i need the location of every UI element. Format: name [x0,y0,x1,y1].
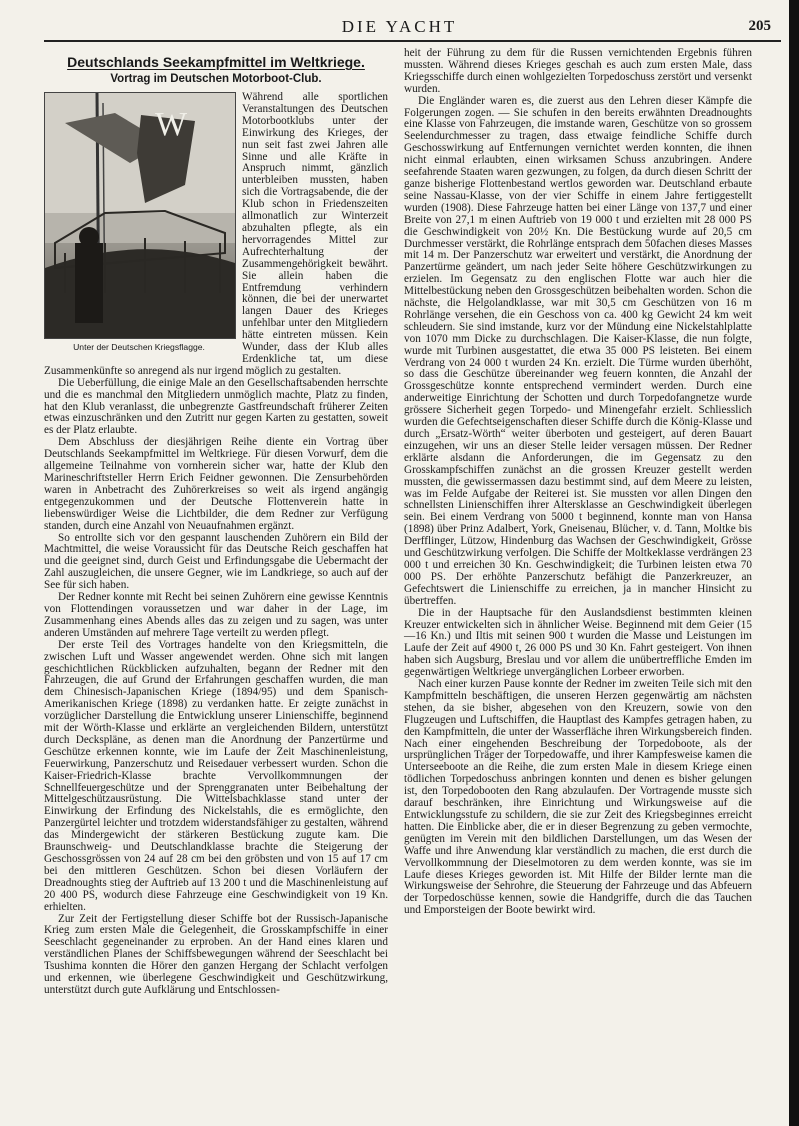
figure [44,92,234,352]
page-number: 205 [748,18,771,34]
paragraph: Zur Zeit der Fertigstellung dieser Schiffe bot der Russisch-Japanische Krieg zum ersten Male die Gelegenheit, die Grosskampfschiffe in einer Seeschlacht gegeneinander zu erproben. An der Hand eines klaren und verständlichen Planes der Schiffsbewegungen während der Seeschlacht bei Tsushima konnten die Hörer den ganzen Hergang der Schlacht verfolgen und erkennen, wie überlegene Geschwindigkeit und Geschützwirkung, unterstützt durch gute Aufklärung und Entschlossen- [44,912,388,996]
paragraph: Der Redner konnte mit Recht bei seinen Zuhörern eine gewisse Kenntnis von Flottendingen voraussetzen und war daher in der Lage, im Zusammenhang eines Abends alles das zu zeigen und zu sagen, was unter anderen Umständen auf mehrere Tage verteilt zu werden pflegt. [44,591,388,639]
running-title: DIE YACHT [341,17,458,36]
paragraph: Die Ueberfüllung, die einige Male an den Gesellschaftsabenden herrschte und die es manchmal den Mitgliedern unmöglich machte, Platz zu finden, hat den Klub veranlasst, die unbegrenzte Gastfreundschaft früherer Zeiten etwas einzuschränken und den Zutritt nur gegen Karten zu gestatten, soweit es der Platz erlaubte. [44,376,388,437]
paragraph: So entrollte sich vor den gespannt lauschenden Zuhörern ein Bild der Machtmittel, die weise Voraussicht für das Deutsche Reich geschaffen hat und die geeignet sind, durch Geist und Erfindungsgabe die Uebermacht der Zahl auszugleichen, die unsere Gegner, wie im Landkriege, so auch auf der See für sich haben. [44,531,388,592]
svg-text:W: W [155,106,188,143]
photo-illustration [45,93,235,338]
right-column [404,48,752,917]
left-column [44,48,388,997]
scan-edge [789,0,799,1126]
paragraph: Die in der Hauptsache für den Auslandsdienst bestimmten kleinen Kreuzer entwickelten sich in ähnlicher Weise. Beginnend mit dem Geier (15—16 Kn.) und Iltis mit seinen 900 t wurden die Masse und Leistungen im Laufe der Zeit auf 4900 t, 26 000 PS und 30 Kn. Fahrt gesteigert. Von ihnen haben sich Augsburg, Breslau und vor allem die unübertreffliche Emden im gegenwärtigen Weltkriege unvergänglichen Lorbeer erworben. [404,606,752,679]
article-title: Deutschlands Seekampfmittel im Weltkriege. [67,54,365,70]
figure-caption: Unter der Deutschen Kriegsflagge. [73,342,205,352]
running-head [0,14,799,38]
paragraph: Dem Abschluss der diesjährigen Reihe diente ein Vortrag über Deutschlands Seekampfmittel im Weltkriege. Für diesen Vorwurf, dem die allgemeine Teilnahme von vornherein sicher war, hatte der Klub den Marineschriftsteller Herrn Erich Feidner gewonnen. Die Zensurbehörden waren in Anbetracht des Zuhörerkreises so weit als irgend angängig entgegenzukommen und der Deutsche Flottenverein hatte in liebenswürdiger Weise die Lichtbilder, die dem Redner zur Verfügung standen, durch eine Anzahl von Neuaufnahmen ergänzt. [44,436,388,532]
header-rule [44,40,781,42]
paragraph: Die Engländer waren es, die zuerst aus den Lehren dieser Kämpfe die Folgerungen zogen. — Sie schufen in den bereits erwähnten Dreadnoughts eine Klasse von Fahrzeugen, die imstande waren, Geschütze von so grossem Seelendurchmesser zu tragen, dass etwaige feindliche Schiffe durch Geschosswirkung auf Entfernungen vernichtet werden konnten, die ihnen nicht einmal erlaubten, einen wirksamen Schuss anzubringen. Andere seefahrende Staaten waren gezwungen, zu folgen, da durch diesen Schritt der ganze bisherige Flottenbestand wertlos geworden war. Deutschland erbaute seine Nassau-Klasse, von der vier Schiffe in einem Jahre fertiggestellt wurden (1908). Diese Fahrzeuge hatten bei einer Länge von 137,7 und einer Breite von 27,1 m einen Auftrieb von 19 000 t und erzielten mit 28 000 PS die Geschwindigkeit von 20½ Kn. Die Bestückung wurde auf 20,5 cm Durchmesser verstärkt, die Rohrlänge entsprach dem 50fachen dieses Masses mit 14 m. Der Panzerschutz war erweitert und verstärkt, die Anordnung der Panzertürme geändert, um nach jeder Seite höhere Geschützwirkungen zu erzielen. Im Gegensatz zu den englischen Flotte war auch hier die Mittelbestückung neben den Grossgeschützen beibehalten worden. Schon die nächste, die Helgolandklasse, war mit 30,5 cm Geschützen von 16 m Rohrlänge versehen, die ein Geschoss von ca. 400 kg Gewicht 24 km weit schleudern. Sie sind imstande, kurz vor der Mündung eine Nickelstahlplatte von 1070 mm Dicke zu durchschlagen. Die Kaiser-Klasse, die nun folgte, wurde mit Turbinen ausgestattet, die etwa 35 000 PS leisteten. Bei einem Verdrang von 24 000 t wurden 24 Kn. erzielt. Die Türme wurden überhöht, so dass die Geschütze übereinander weg feuern konnten, die Anzahl der Grossgeschütze konnte entsprechend vermindert werden. Durch eine anderweitige Einrichtung der Schotten und durch Torpedofangnetze wurde grössere Sicherheit gegen Torpedo- und Minengefahr erzielt. Schliesslich wurden die Gefechtseigenschaften dieser Schiffe durch die König-Klasse und durch „Ersatz-Wörth“ weiter überboten und gesteigert, auf deren Bauart einzugehen, wir uns an dieser Stelle leider versagen müssen. Der Redner erklärte alsdann die Anforderungen, die im Gegensatz zu den Grosskampfschiffen zunächst an die grossen Kreuzer gestellt werden mussten, die gewissermassen dazu bestimmt sind, auf dem Meere zu leisten, was im Felde Aufgabe der Reiterei ist. Sie mussten vor allen Dingen den schnellsten Linienschiffen ihrer Altersklasse an Geschwindigkeit überlegen sein. Bei einem Verdrang von 5000 t beginnend, konnte man von Hansa (1898) über Prinz Adalbert, York, Gneisenau, Blücher, v. d. Tann, Moltke bis Derfflinger, Lützow, Hindenburg das Wachsen der Geschwindigkeit, Grösse und Geschützwirkung verfolgen. Die Schiffe der Moltkeklasse verdrängen 23 000 t und erreichen 30 Kn. Geschwindigkeit; die Turbinen leisten etwa 70 000 PS. Der erhöhte Panzerschutz befähigt die Panzerkreuzer, an Gefechtswert die Linienschiffe zu erreichen, ja in mancher Hinsicht zu übertreffen. [404,94,752,607]
paragraph: Der erste Teil des Vortrages handelte von den Kriegsmitteln, die zwischen Luft und Wasser angewendet werden. Ohne sich mit langen geschichtlichen Rückblicken aufzuhalten, begann der Redner mit den Fahrzeugen, die auf Grund der Erfahrungen geschaffen wurden, die man dem Chinesisch-Japanischen Kriege (1894/95) und dem Spanisch-Amerikanischen Kriege (1898) zu verdanken hatte. Er zeigte zunächst in vorzüglicher Darstellung die Entwicklung unserer Linienschiffe, beginnend mit der Wörth-Klasse und erklärte an vergleichenden Bildern, unterstützt durch Decksplänе, as denen man die Anordnung der Panzertürme und Geschütze erkennen konnte, wie im Laufe der Zeit Maschinenleistung, Feuerwirkung, Panzerschutz und Reisedauer verbessert wurden. Schon die Kaiser-Friedrich-Klasse brachte Vervollkommnungen der Schnellfeuergeschütze und der Sprenggranaten unter Beibehaltung der Mittelgeschützausrüstung. Die Wittelsbachklasse stand unter der Einwirkung der Erfindung des Nickelstahls, die es ermöglichte, den Panzergürtel leichter und trotzdem widerstandsfähiger zu gestalten, während das Mindergewicht der stärkeren Bestückung zugute kam. Die Braunschweig- und Deutschlandklasse brachte die Steigerung der Geschossgrössen von 24 auf 28 cm bei den gröbsten und von 15 auf 17 cm bei den mittleren Geschützen. Schon bei diesen Vorläufern der Dreadnoughts stieg der Auftrieb auf 13 200 t und die Maschinenleistung auf 20 400 PS, wodurch diese Fahrzeuge eine Geschwindigkeit von 19 Kn. erhielten. [44,638,388,913]
paragraph: heit der Führung zu dem für die Russen vernichtenden Ergebnis führen mussten. Während dieses Krieges geschah es auch zum ersten Male, dass Kriegsschiffe durch einen wohlgezielten Torpedoschuss zerstört und versenkt wurden. [404,47,752,95]
paragraph: Nach einer kurzen Pause konnte der Redner im zweiten Teile sich mit den Kampfmitteln beschäftigen, die unseren Herzen gegenwärtig am nächsten stehen, da sie bisher, abgesehen von den Kreuzern, sowie von den Flugzeugen und Luftschiffen, die Hauptlast des Kampfes getragen haben, zu den Kampfmitteln, die unter der Wasserfläche ihren Wirkungsbereich finden. Nach einer eingehenden Beschreibung der Torpedoboote, als der ursprünglichen Träger der Torpedowaffe, und ihrer Kampfesweise kamen die Unterseeboote an die Reihe, die zum ersten Male in diesem Kriege einen tödlichen Torpedoschuss anbringen konnten und denen es bisher gelungen ist, den Torpedobooten den Rang abzulaufen. Der Vortragende musste sich darauf beschränken, ihre Einrichtung und Wirkungsweise auf die Entwicklungsstufe zu schildern, die sie zur Zeit des Kriegsbeginnes erreicht hatten. Die Einblicke aber, die er in dieser Begrenzung zu geben vermochte, genügten im Verein mit den bildlichen Darstellungen, um das Wesen der Waffe und ihre Anwendung klar verständlich zu machen, die erst durch die Vervollkommnung der Dieselmotoren zu dem werden konnte, was sie im Laufe dieses Krieges geworden ist. Mit Hilfe der Bilder lernte man die Wirkungsweise der Sehrohre, die Steuerung der Fahrzeuge und das Abfeuern der Torpedoschüsse kennen, sowie die Handgriffe, durch die das Tauchen und Emporsteigen der Boote bewirkt wird. [404,678,752,917]
warship-flag-photo [44,92,236,339]
paragraph: Während alle sportlichen Veranstaltungen des Deutschen Motorbootklubs unter der Einwirkung des Krieges, der nun seit fast zwei Jahren alle Sinne und alle Kräfte in Anspruch nimmt, gänzlich unterbleiben mussten, haben sich die Vortragsabende, die der Klub schon in Friedenszeiten allmonatlich zur Winterzeit abzuhalten pflegte, als ein hervorragendes Mittel zur Aufrechterhaltung der Zusammengehörigkeit bewährt. Sie allein haben die Entfremdung verhindern können, die bei der unerwartet langen Dauer des Krieges unfehlbar unter den Mitgliedern hätte eintreten müssen. Kein Wunder, dass der Klub alles Erdenkliche tat, um diese Zusammenkünfte so anregend als nur irgend möglich zu gestalten. [44,91,388,377]
article-subtitle: Vortrag im Deutschen Motorboot-Club. [110,73,322,85]
